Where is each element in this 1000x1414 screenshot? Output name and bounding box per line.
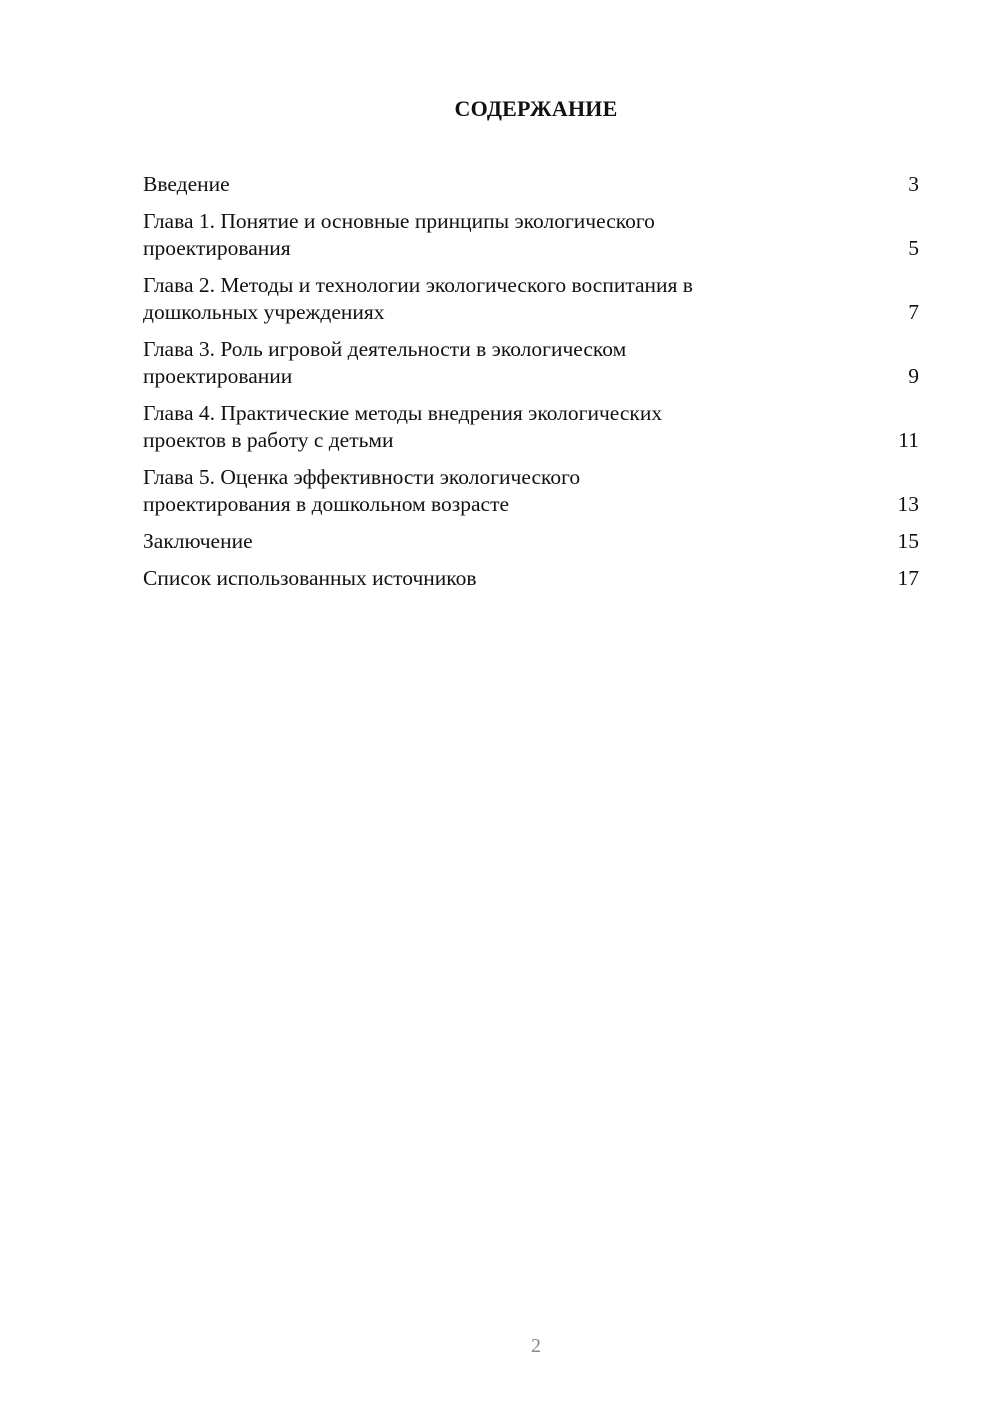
toc-entry-text bbox=[143, 464, 919, 518]
toc-entry-line: проектирования bbox=[143, 236, 291, 260]
toc-entry-line: дошкольных учреждениях bbox=[143, 300, 385, 324]
toc-entry-chapter-4 bbox=[143, 400, 919, 454]
toc-entry-text bbox=[143, 565, 919, 592]
toc-entry-page: 3 bbox=[908, 172, 919, 196]
toc-entry-text bbox=[143, 208, 919, 262]
toc-entry-text bbox=[143, 171, 919, 198]
toc-entry-text bbox=[143, 336, 919, 390]
toc-entry-line: Глава 1. Понятие и основные принципы экологического bbox=[143, 209, 655, 233]
toc-entry-page: 5 bbox=[908, 236, 919, 260]
toc-entry-line: проектов в работу с детьми bbox=[143, 428, 394, 452]
toc-entry-line: Список использованных источников bbox=[143, 566, 477, 590]
page-title: СОДЕРЖАНИЕ bbox=[454, 96, 618, 121]
toc-entry-text bbox=[143, 528, 919, 555]
toc-entry-conclusion bbox=[143, 528, 919, 555]
toc-entry-line: проектировании bbox=[143, 364, 293, 388]
toc-entry-page: 11 bbox=[898, 428, 919, 452]
toc-entry-line: Заключение bbox=[143, 529, 253, 553]
toc-entry-page: 17 bbox=[897, 566, 919, 590]
toc-entry-line: проектирования в дошкольном возрасте bbox=[143, 492, 510, 516]
toc-entry-chapter-5 bbox=[143, 464, 919, 518]
toc-entry-text bbox=[143, 400, 919, 454]
toc-entry-text bbox=[143, 272, 919, 326]
toc-entry-line: Глава 5. Оценка эффективности экологического bbox=[143, 465, 581, 489]
toc-entry-chapter-2 bbox=[143, 272, 919, 326]
toc-entry-line: Глава 3. Роль игровой деятельности в экологическом bbox=[143, 337, 627, 361]
toc-entry-page: 15 bbox=[897, 529, 919, 553]
toc-entry-line: Введение bbox=[143, 172, 230, 196]
toc-entry-line: Глава 4. Практические методы внедрения экологических bbox=[143, 401, 663, 425]
toc-entry-page: 7 bbox=[908, 300, 919, 324]
toc-entry-page: 13 bbox=[897, 492, 919, 516]
toc-entry-line: Глава 2. Методы и технологии экологического воспитания в bbox=[143, 273, 693, 297]
toc-entry-chapter-1 bbox=[143, 208, 919, 262]
toc-entry-references bbox=[143, 565, 919, 592]
table-of-contents bbox=[143, 171, 919, 602]
page-number: 2 bbox=[531, 1335, 541, 1357]
toc-entry-page: 9 bbox=[908, 364, 919, 388]
toc-entry-introduction bbox=[143, 171, 919, 198]
toc-entry-chapter-3 bbox=[143, 336, 919, 390]
